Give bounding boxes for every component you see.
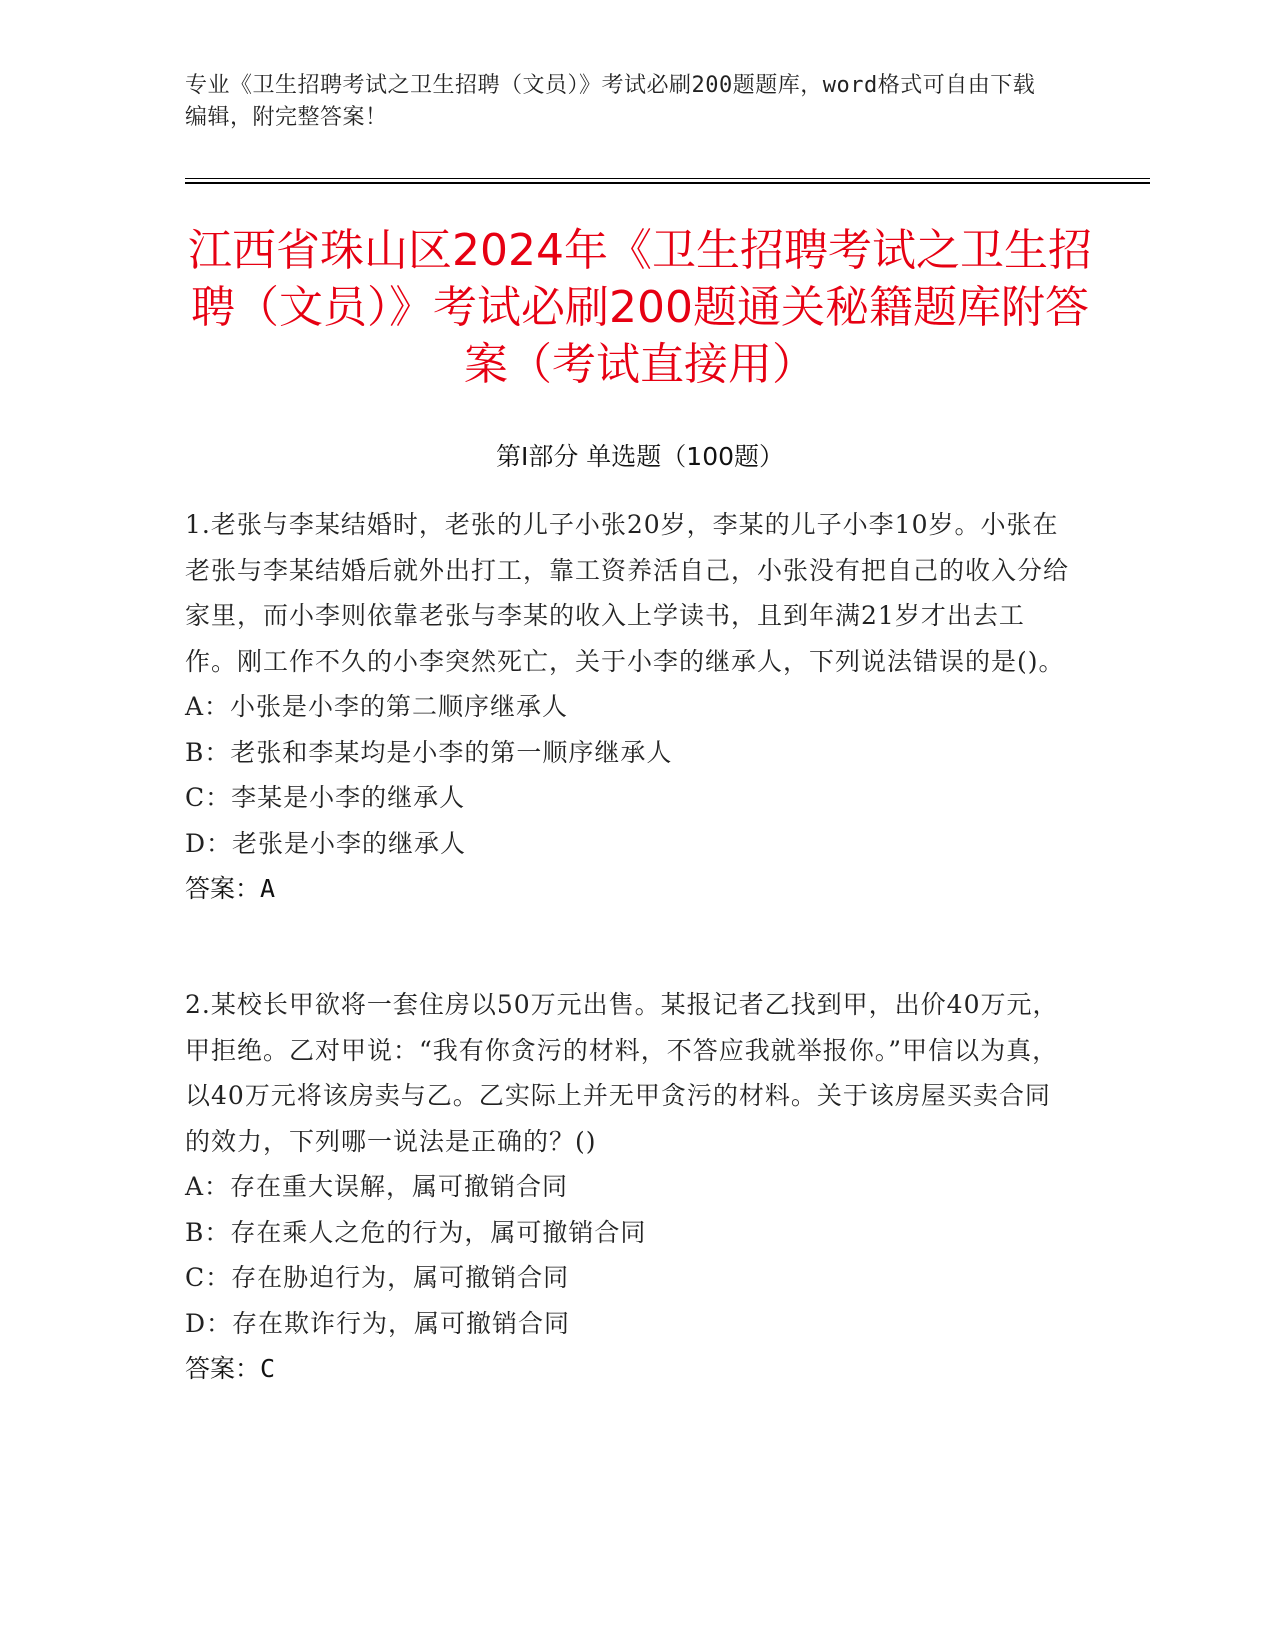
section-title: 第Ⅰ部分 单选题（100题） bbox=[495, 442, 785, 471]
option-d: D：存在欺诈行为，属可撤销合同 bbox=[185, 1308, 571, 1338]
document-title: 江西省珠山区2024年《卫生招聘考试之卫生招聘（文员）》考试必刷200题通关秘籍题库附答案（考试直接用） bbox=[188, 225, 1092, 390]
option-b: B：老张和李某均是小李的第一顺序继承人 bbox=[185, 737, 673, 767]
header-divider-thin bbox=[185, 178, 1150, 179]
answer: 答案：A bbox=[185, 874, 276, 903]
question-stem: 2.某校长甲欲将一套住房以50万元出售。某报记者乙找到甲，出价40万元，甲拒绝。乙对甲说：“我有你贪污的材料，不答应我就举报你。”甲信以为真，以40万元将该房卖与乙。乙实际上并无甲贪污的材料。关于该房屋买卖合同的效力，下列哪一说法是正确的？() bbox=[185, 990, 1059, 1156]
answer: 答案：C bbox=[185, 1354, 276, 1383]
option-d: D：老张是小李的继承人 bbox=[185, 828, 467, 858]
option-c: C：李某是小李的继承人 bbox=[185, 783, 466, 812]
question-stem: 1.老张与李某结婚时，老张的儿子小张20岁，李某的儿子小李10岁。小张在老张与李某结婚后就外出打工，靠工资养活自己，小张没有把自己的收入分给家里，而小李则依靠老张与李某的收入上学读书，且到年满21岁才出去工作。刚工作不久的小李突然死亡，关于小李的继承人，下列说法错误的是()。 bbox=[185, 510, 1070, 676]
question-2 bbox=[185, 982, 1070, 1392]
option-b: B：存在乘人之危的行为，属可撤销合同 bbox=[185, 1217, 647, 1247]
question-1 bbox=[185, 502, 1070, 912]
header-divider-thick bbox=[185, 182, 1150, 184]
option-a: A：存在重大误解，属可撤销合同 bbox=[185, 1172, 569, 1201]
header-note: 专业《卫生招聘考试之卫生招聘（文员）》考试必刷200题题库，word格式可自由下载编辑，附完整答案！ bbox=[185, 73, 1036, 130]
option-a: A：小张是小李的第二顺序继承人 bbox=[185, 692, 569, 721]
option-c: C：存在胁迫行为，属可撤销合同 bbox=[185, 1263, 570, 1292]
